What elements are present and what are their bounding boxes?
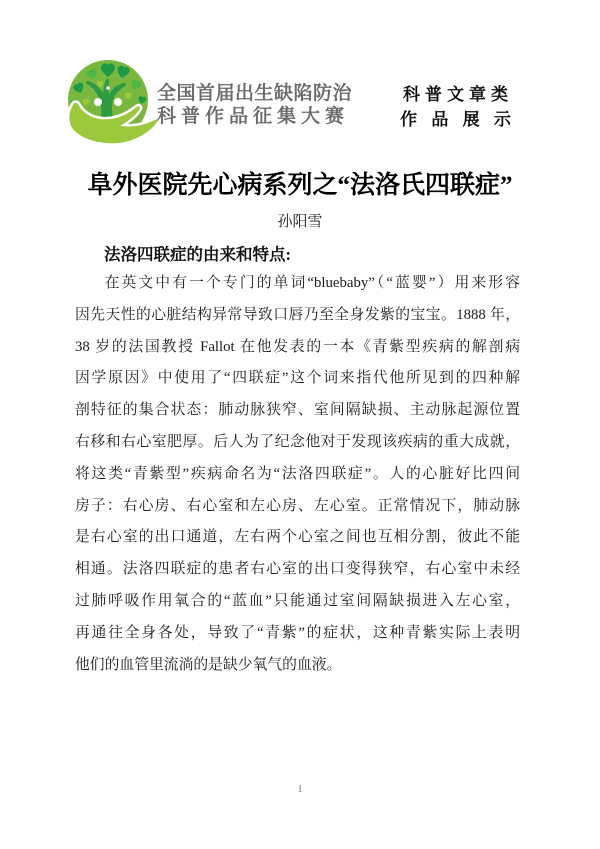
- entry-category-line2: 作 品 展 示: [400, 110, 516, 129]
- entry-category-line1: 科普文章类: [403, 85, 513, 104]
- body-line: 右移和右心室肥厚。后人为了纪念他对于发现该疾病的重大成就，: [75, 433, 520, 450]
- article-title: 阜外医院先心病系列之“法洛氏四联症”: [87, 172, 513, 199]
- entry-category: [392, 86, 524, 128]
- body-line: 过肺呼吸作用氧合的“蓝血”只能通过室间隔缺损进入左心室，: [75, 592, 520, 609]
- body-line: 相通。法洛四联症的患者右心室的出口变得狭窄，右心室中未经: [75, 561, 520, 578]
- article-body: [75, 268, 520, 681]
- contest-name: [157, 84, 352, 126]
- contest-name-line2: 科普作品征集大赛: [157, 106, 350, 127]
- body-line: 在英文中有一个专门的单词“bluebaby”（“蓝婴”）用来形容: [104, 275, 520, 291]
- section-heading: 法洛四联症的由来和特点:: [104, 245, 291, 264]
- body-line: 他们的血管里流淌的是缺少氧气的血液。: [75, 656, 342, 673]
- body-line: 将这类“青紫型”疾病命名为“法洛四联症”。人的心脏好比四间: [75, 465, 520, 482]
- body-line: 38 岁的法国教授 Fallot 在他发表的一本《青紫型疾病的解剖病: [75, 338, 520, 355]
- contest-logo: [62, 58, 162, 158]
- page-number: 1: [297, 783, 303, 795]
- contest-name-line1: 全国首届出生缺陷防治: [157, 83, 353, 104]
- body-line: 再通往全身各处，导致了“青紫”的症状，这种青紫实际上表明: [75, 624, 520, 641]
- body-line: 因学原因》中使用了“四联症”这个词来指代他所见到的四种解: [75, 370, 520, 387]
- body-line: 因先天性的心脏结构异常导致口唇乃至全身发紫的宝宝。1888 年，: [75, 306, 520, 323]
- body-line: 房子：右心房、右心室和左心房、左心室。正常情况下，肺动脉: [75, 497, 520, 514]
- body-line: 是右心室的出口通道，左右两个心室之间也互相分割，彼此不能: [75, 529, 520, 546]
- article-author: 孙阳雪: [277, 214, 323, 230]
- tree-hearts-hand-icon: [62, 58, 162, 158]
- body-line: 剖特征的集合状态：肺动脉狭窄、室间隔缺损、主动脉起源位置: [75, 402, 520, 419]
